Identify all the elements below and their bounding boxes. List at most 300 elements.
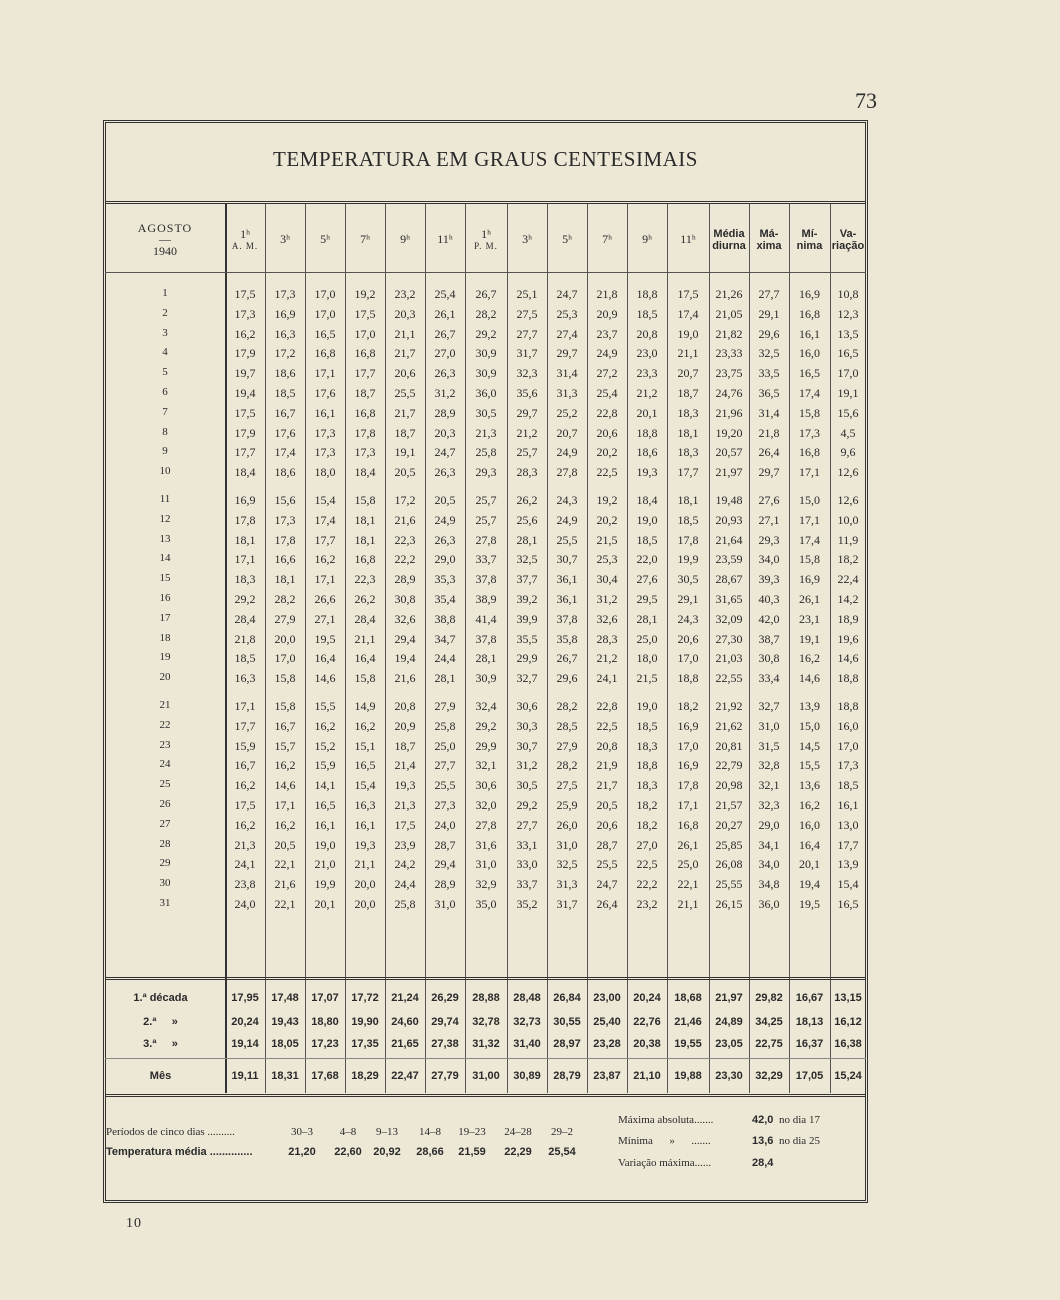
table-cell: 23,59 [715, 552, 743, 567]
table-cell: 24,3 [556, 493, 578, 507]
table-cell: 19,2 [354, 287, 376, 301]
table-cell: 22,55 [715, 671, 743, 686]
summary-divider [105, 977, 866, 980]
table-cell: 26,1 [434, 306, 456, 321]
table-cell: 24,9 [556, 445, 578, 460]
table-cell: 23,2 [636, 897, 658, 911]
day-label: 15 [159, 572, 171, 585]
mean-temp-value: 21,59 [458, 1146, 486, 1158]
table-cell: 27,0 [636, 837, 658, 852]
table-cell: 29,7 [758, 465, 780, 480]
table-cell: 18,8 [837, 699, 859, 713]
table-cell: 16,2 [234, 778, 256, 793]
table-cell: 20,6 [596, 425, 618, 440]
table-cell: 25,2 [556, 405, 578, 420]
summary-cell: 16,37 [795, 1038, 824, 1050]
header-col-15 [789, 214, 830, 266]
day-label: 12 [159, 512, 171, 525]
table-cell: 17,1 [799, 465, 820, 480]
table-cell: 17,8 [274, 532, 296, 547]
table-cell: 32,5 [516, 552, 538, 567]
period-value: 9–13 [376, 1126, 398, 1138]
table-cell: 21,1 [394, 326, 416, 341]
table-cell: 32,3 [758, 798, 780, 812]
table-cell: 13,9 [799, 699, 820, 713]
summary-cell: 18,68 [674, 992, 702, 1004]
table-cell: 16,5 [314, 326, 336, 341]
table-cell: 18,5 [636, 532, 658, 547]
table-cell: 35,2 [516, 897, 538, 911]
table-cell: 36,1 [556, 592, 578, 606]
summary-cell: 28,79 [553, 1070, 581, 1082]
table-cell: 16,8 [354, 405, 376, 420]
header-col-16 [830, 214, 866, 266]
table-cell: 25,7 [475, 512, 497, 527]
table-cell: 18,7 [354, 386, 376, 400]
mean-temp-value: 22,60 [334, 1146, 362, 1158]
table-cell: 17,7 [677, 465, 699, 480]
table-cell: 9,6 [840, 445, 856, 460]
table-cell: 25,0 [636, 631, 658, 646]
table-cell: 34,0 [758, 552, 780, 567]
page-number: 73 [855, 88, 877, 113]
table-cell: 21,7 [596, 778, 618, 793]
table-cell: 16,8 [354, 346, 376, 361]
table-cell: 20,6 [596, 817, 618, 832]
table-cell: 20,1 [314, 897, 336, 911]
table-cell: 12,3 [837, 306, 859, 321]
table-cell: 21,2 [596, 651, 618, 666]
table-cell: 18,0 [636, 651, 658, 666]
header-col-top: 9ʰ [400, 232, 410, 247]
day-label: 20 [159, 671, 171, 684]
table-cell: 14,6 [274, 778, 296, 793]
table-cell: 35,6 [516, 386, 538, 400]
header-col-top: 7ʰ [602, 232, 612, 247]
table-cell: 22,4 [837, 572, 859, 587]
min-abs-date: no dia 25 [779, 1135, 820, 1147]
table-cell: 27,9 [434, 699, 456, 713]
table-cell: 20,5 [596, 798, 618, 812]
table-cell: 17,7 [234, 445, 256, 460]
table-cell: 31,0 [475, 857, 497, 872]
table-cell: 16,2 [799, 798, 820, 812]
table-cell: 31,2 [596, 592, 618, 606]
summary-cell: 19,88 [674, 1070, 702, 1082]
table-cell: 24,0 [234, 897, 256, 911]
table-cell: 23,2 [394, 287, 416, 301]
period-value: 30–3 [291, 1126, 313, 1138]
table-cell: 30,9 [475, 366, 497, 381]
max-abs-value: 42,0 [752, 1114, 774, 1126]
table-cell: 29,7 [516, 405, 538, 420]
summary-cell: 19,14 [231, 1038, 259, 1050]
table-cell: 42,0 [758, 611, 780, 626]
day-label: 7 [162, 405, 168, 418]
summary-label: 1.ª década [133, 992, 188, 1004]
header-col-2 [265, 214, 305, 266]
header-col-top: 11ʰ [437, 232, 453, 247]
summary-cell: 31,00 [472, 1070, 500, 1082]
table-cell: 17,7 [234, 718, 256, 733]
table-cell: 22,3 [394, 532, 416, 547]
table-cell: 29,9 [475, 738, 497, 753]
day-label: 10 [159, 465, 171, 478]
table-cell: 16,4 [354, 651, 376, 666]
table-cell: 16,2 [314, 552, 336, 567]
table-cell: 32,6 [596, 611, 618, 626]
header-col-sub: P. M. [474, 240, 498, 251]
table-cell: 35,8 [556, 631, 578, 646]
summary-column-divider [749, 983, 750, 1093]
summary-cell: 17,48 [271, 992, 299, 1004]
table-cell: 16,1 [314, 405, 336, 420]
table-cell: 16,1 [799, 326, 820, 341]
table-cell: 20,9 [394, 718, 416, 733]
summary-cell: 16,12 [834, 1016, 862, 1028]
table-cell: 28,2 [475, 306, 497, 321]
table-cell: 33,1 [516, 837, 538, 852]
summary-cell: 17,95 [231, 992, 259, 1004]
summary-cell: 18,29 [351, 1070, 379, 1082]
table-cell: 20,5 [274, 837, 296, 852]
table-cell: 17,0 [314, 306, 336, 321]
table-cell: 16,2 [274, 758, 296, 773]
header-col-sub: xima [756, 240, 782, 252]
table-cell: 24,76 [715, 386, 743, 400]
table-cell: 27,6 [636, 572, 658, 587]
table-cell: 15,0 [799, 718, 820, 733]
day-label: 21 [159, 699, 171, 711]
table-cell: 20,6 [677, 631, 699, 646]
table-cell: 29,4 [394, 631, 416, 646]
table-cell: 20,0 [354, 897, 376, 911]
table-cell: 28,1 [516, 532, 538, 547]
table-cell: 16,9 [799, 287, 820, 301]
table-cell: 26,2 [516, 493, 538, 507]
table-cell: 23,3 [636, 366, 658, 381]
table-cell: 22,79 [715, 758, 743, 773]
table-cell: 30,8 [758, 651, 780, 666]
table-cell: 17,4 [274, 445, 296, 460]
table-cell: 36,0 [758, 897, 780, 911]
table-cell: 17,0 [677, 651, 699, 666]
table-cell: 28,1 [636, 611, 658, 626]
table-cell: 27,3 [434, 798, 456, 812]
summary-column-divider [587, 983, 588, 1093]
table-cell: 18,1 [677, 493, 699, 507]
table-cell: 30,6 [475, 778, 497, 793]
day-label: 24 [159, 758, 171, 771]
table-cell: 17,1 [314, 572, 336, 587]
table-cell: 31,2 [516, 758, 538, 773]
table-cell: 19,0 [636, 699, 658, 713]
table-cell: 26,4 [758, 445, 780, 460]
table-cell: 29,5 [636, 592, 658, 606]
table-cell: 17,7 [354, 366, 376, 381]
table-cell: 21,6 [394, 512, 416, 527]
day-label: 1 [162, 287, 168, 299]
table-cell: 19,1 [837, 386, 859, 400]
footer-mark: 10 [126, 1216, 142, 1231]
summary-cell: 23,30 [715, 1070, 743, 1082]
day-label: 4 [162, 346, 168, 359]
table-cell: 35,3 [434, 572, 456, 587]
table-cell: 26,6 [314, 592, 336, 606]
table-cell: 20,8 [596, 738, 618, 753]
max-abs-label: Máxima absoluta....... [618, 1114, 714, 1126]
table-cell: 15,8 [274, 671, 296, 686]
table-cell: 36,0 [475, 386, 497, 400]
table-cell: 18,8 [837, 671, 859, 686]
table-cell: 15,9 [314, 758, 336, 773]
day-label: 29 [159, 857, 171, 870]
table-cell: 19,20 [715, 425, 743, 440]
table-cell: 32,0 [475, 798, 497, 812]
table-cell: 18,2 [636, 798, 658, 812]
table-cell: 17,0 [837, 738, 859, 753]
table-cell: 19,1 [394, 445, 416, 460]
header-dash: — [159, 232, 171, 247]
table-cell: 21,2 [516, 425, 538, 440]
table-cell: 15,8 [799, 405, 820, 420]
max-abs-date: no dia 17 [779, 1114, 820, 1126]
table-cell: 15,2 [314, 738, 336, 753]
table-cell: 17,9 [234, 425, 256, 440]
table-cell: 17,3 [274, 287, 296, 301]
table-cell: 24,7 [556, 287, 578, 301]
table-cell: 15,5 [799, 758, 820, 773]
day-label: 19 [159, 651, 171, 664]
table-cell: 35,0 [475, 897, 497, 911]
table-cell: 21,05 [715, 306, 743, 321]
table-cell: 29,2 [475, 718, 497, 733]
day-label: 31 [159, 897, 171, 909]
header-col-top: 3ʰ [522, 232, 532, 247]
table-cell: 31,0 [434, 897, 456, 911]
header-col-1 [225, 214, 265, 266]
summary-cell: 22,75 [755, 1038, 783, 1050]
summary-cell: 17,23 [311, 1038, 339, 1050]
table-cell: 22,0 [636, 552, 658, 567]
table-cell: 28,1 [475, 651, 497, 666]
table-cell: 4,5 [840, 425, 856, 440]
table-cell: 28,3 [516, 465, 538, 480]
table-cell: 24,0 [434, 817, 456, 832]
summary-column-divider [305, 983, 306, 1093]
table-cell: 27,9 [274, 611, 296, 626]
table-cell: 16,1 [314, 817, 336, 832]
summary-cell: 18,05 [271, 1038, 299, 1050]
table-cell: 17,8 [677, 778, 699, 793]
table-cell: 28,67 [715, 572, 743, 587]
table-cell: 19,3 [636, 465, 658, 480]
table-cell: 15,8 [274, 699, 296, 713]
summary-mes-rule [105, 1058, 866, 1059]
table-cell: 19,0 [677, 326, 699, 341]
table-cell: 18,7 [394, 425, 416, 440]
table-cell: 16,7 [274, 405, 296, 420]
table-cell: 32,5 [758, 346, 780, 361]
table-cell: 17,3 [799, 425, 820, 440]
table-cell: 24,7 [434, 445, 456, 460]
table-cell: 36,1 [556, 572, 578, 587]
table-cell: 21,3 [234, 837, 256, 852]
table-cell: 39,2 [516, 592, 538, 606]
table-cell: 17,0 [837, 366, 859, 381]
summary-cell: 24,60 [391, 1016, 419, 1028]
table-cell: 31,3 [556, 386, 578, 400]
table-cell: 19,5 [799, 897, 820, 911]
summary-cell: 21,24 [391, 992, 419, 1004]
table-cell: 25,8 [475, 445, 497, 460]
table-cell: 30,5 [516, 778, 538, 793]
summary-label: 3.ª » [143, 1038, 178, 1050]
table-cell: 21,8 [758, 425, 780, 440]
table-cell: 31,3 [556, 877, 578, 892]
table-cell: 32,6 [394, 611, 416, 626]
mean-temp-label: Temperatura média .............. [106, 1146, 253, 1158]
table-cell: 18,6 [274, 366, 296, 381]
table-cell: 31,6 [475, 837, 497, 852]
table-cell: 14,6 [799, 671, 820, 686]
table-cell: 18,8 [636, 425, 658, 440]
table-cell: 25,7 [516, 445, 538, 460]
header-col-5 [385, 214, 425, 266]
table-cell: 25,6 [516, 512, 538, 527]
table-cell: 22,3 [354, 572, 376, 587]
table-cell: 18,3 [636, 778, 658, 793]
summary-cell: 29,82 [755, 992, 783, 1004]
summary-cell: 27,38 [431, 1038, 459, 1050]
table-cell: 16,1 [354, 817, 376, 832]
summary-cell: 19,55 [674, 1038, 702, 1050]
table-cell: 28,7 [434, 837, 456, 852]
table-cell: 27,7 [434, 758, 456, 773]
table-cell: 17,2 [394, 493, 416, 507]
table-cell: 29,2 [516, 798, 538, 812]
table-cell: 20,7 [677, 366, 699, 381]
table-cell: 23,9 [394, 837, 416, 852]
day-label: 25 [159, 778, 171, 791]
table-cell: 19,2 [596, 493, 618, 507]
table-cell: 20,1 [636, 405, 658, 420]
table-cell: 11,9 [837, 532, 859, 547]
table-cell: 21,4 [394, 758, 416, 773]
table-cell: 22,1 [274, 897, 296, 911]
table-cell: 18,1 [354, 512, 376, 527]
header-col-11 [627, 214, 667, 266]
table-cell: 20,81 [715, 738, 743, 753]
table-cell: 17,7 [837, 837, 859, 852]
table-cell: 39,3 [758, 572, 780, 587]
table-cell: 16,5 [314, 798, 336, 812]
table-cell: 20,57 [715, 445, 743, 460]
table-cell: 29,3 [758, 532, 780, 547]
table-cell: 16,8 [354, 552, 376, 567]
table-cell: 26,3 [434, 465, 456, 480]
table-cell: 23,8 [234, 877, 256, 892]
table-cell: 16,2 [234, 817, 256, 832]
table-cell: 22,8 [596, 699, 618, 713]
table-cell: 16,3 [354, 798, 376, 812]
footer-divider [105, 1094, 866, 1097]
table-cell: 15,8 [354, 493, 376, 507]
header-col-sub: riação [831, 240, 865, 252]
table-cell: 19,9 [314, 877, 336, 892]
table-cell: 17,0 [274, 651, 296, 666]
table-cell: 28,3 [596, 631, 618, 646]
table-cell: 30,9 [475, 346, 497, 361]
table-cell: 30,3 [516, 718, 538, 733]
table-cell: 21,1 [354, 631, 376, 646]
table-cell: 16,9 [677, 718, 699, 733]
table-cell: 19,6 [837, 631, 859, 646]
table-cell: 31,4 [556, 366, 578, 381]
table-cell: 24,2 [394, 857, 416, 872]
table-cell: 25,85 [715, 837, 743, 852]
summary-cell: 19,43 [271, 1016, 299, 1028]
table-cell: 21,64 [715, 532, 743, 547]
header-col-top: 5ʰ [562, 232, 572, 247]
table-cell: 18,1 [234, 532, 256, 547]
table-cell: 29,1 [677, 592, 699, 606]
summary-cell: 16,67 [795, 992, 824, 1004]
summary-cell: 19,90 [351, 1016, 379, 1028]
header-col-top: Média [713, 227, 745, 240]
table-cell: 14,2 [837, 592, 859, 606]
title-divider [105, 201, 866, 204]
table-cell: 23,75 [715, 366, 743, 381]
table-cell: 33,7 [516, 877, 538, 892]
table-cell: 18,7 [677, 386, 699, 400]
period-value: 19–23 [458, 1126, 486, 1138]
summary-cell: 25,40 [593, 1016, 621, 1028]
table-cell: 25,55 [715, 877, 743, 892]
header-col-top: 1ʰ [481, 227, 491, 242]
summary-cell: 20,24 [231, 1016, 259, 1028]
table-cell: 27,30 [715, 631, 743, 646]
table-cell: 38,9 [475, 592, 497, 606]
table-cell: 31,65 [715, 592, 743, 606]
table-cell: 10,0 [837, 512, 859, 527]
table-cell: 20,5 [434, 493, 456, 507]
table-cell: 16,0 [837, 718, 859, 733]
table-cell: 25,9 [556, 798, 578, 812]
table-cell: 16,9 [799, 572, 820, 587]
summary-cell: 17,68 [311, 1070, 339, 1082]
table-cell: 24,7 [596, 877, 618, 892]
table-cell: 16,2 [234, 326, 256, 341]
table-cell: 30,7 [556, 552, 578, 567]
summary-cell: 28,48 [513, 992, 541, 1004]
period-value: 4–8 [339, 1126, 357, 1138]
table-cell: 15,7 [274, 738, 296, 753]
table-cell: 16,2 [314, 718, 336, 733]
summary-cell: 23,05 [715, 1038, 743, 1050]
summary-cell: 17,72 [351, 992, 379, 1004]
table-cell: 16,8 [314, 346, 336, 361]
table-cell: 29,6 [758, 326, 780, 341]
table-cell: 17,1 [234, 699, 256, 713]
table-cell: 27,5 [556, 778, 578, 793]
summary-cell: 32,78 [472, 1016, 500, 1028]
table-cell: 20,27 [715, 817, 743, 832]
table-cell: 18,8 [677, 671, 699, 686]
table-cell: 27,7 [758, 287, 780, 301]
table-cell: 21,26 [715, 287, 743, 301]
table-cell: 17,3 [837, 758, 859, 773]
